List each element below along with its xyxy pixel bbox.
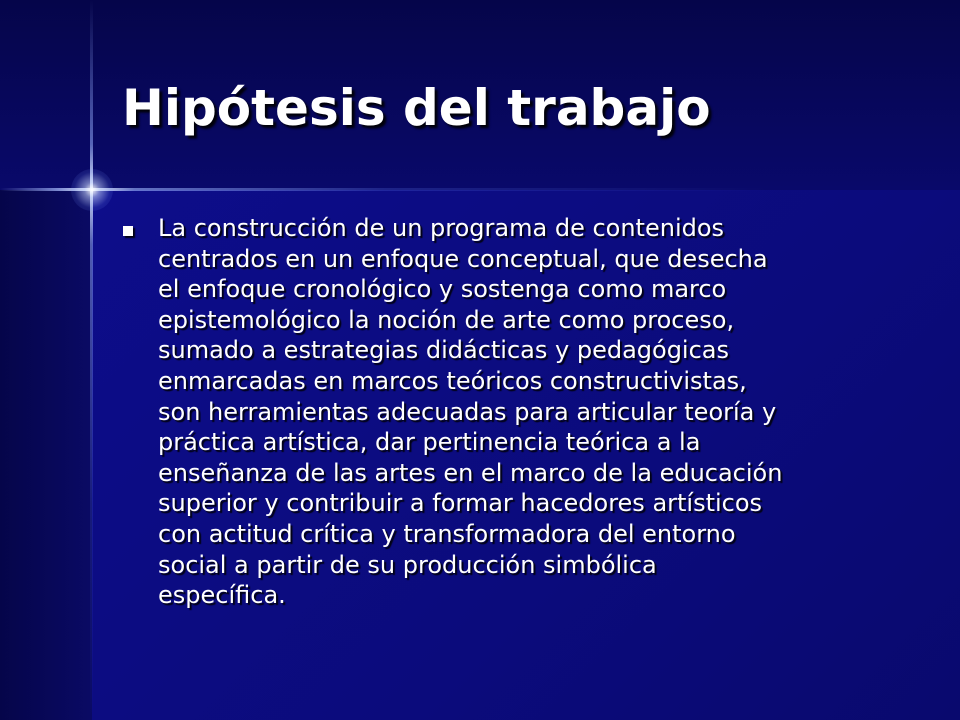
slide-content: [120, 213, 900, 611]
bullet-line: superior y contribuir a formar hacedores artísticos: [158, 489, 763, 518]
slide-title: Hipótesis del trabajo: [122, 79, 711, 137]
bullet-line: específica.: [158, 581, 286, 610]
bullet-text: [158, 213, 900, 611]
bullet-line: centrados en un enfoque conceptual, que desecha: [158, 244, 768, 273]
bullet-line: enmarcadas en marcos teóricos constructivistas,: [158, 366, 747, 395]
flare-vertical-line: [90, 0, 93, 720]
bullet-line: con actitud crítica y transformadora del entorno: [158, 519, 736, 548]
bullet-line: epistemológico la noción de arte como proceso,: [158, 305, 735, 334]
bullet-line: son herramientas adecuadas para articular teoría y: [158, 397, 777, 426]
flare-horizontal-line: [0, 188, 960, 191]
light-flare-icon: [71, 169, 113, 211]
bullet-line: sumado a estrategias didácticas y pedagógicas: [158, 336, 730, 365]
square-bullet-icon: [123, 226, 133, 236]
bullet-item: [120, 213, 900, 611]
bullet-line: enseñanza de las artes en el marco de la educación: [158, 458, 783, 487]
bullet-line: social a partir de su producción simbólica: [158, 550, 657, 579]
bullet-line: el enfoque cronológico y sostenga como marco: [158, 275, 727, 304]
bullet-line: La construcción de un programa de contenidos: [158, 214, 725, 242]
bullet-line: práctica artística, dar pertinencia teórica a la: [158, 428, 701, 457]
